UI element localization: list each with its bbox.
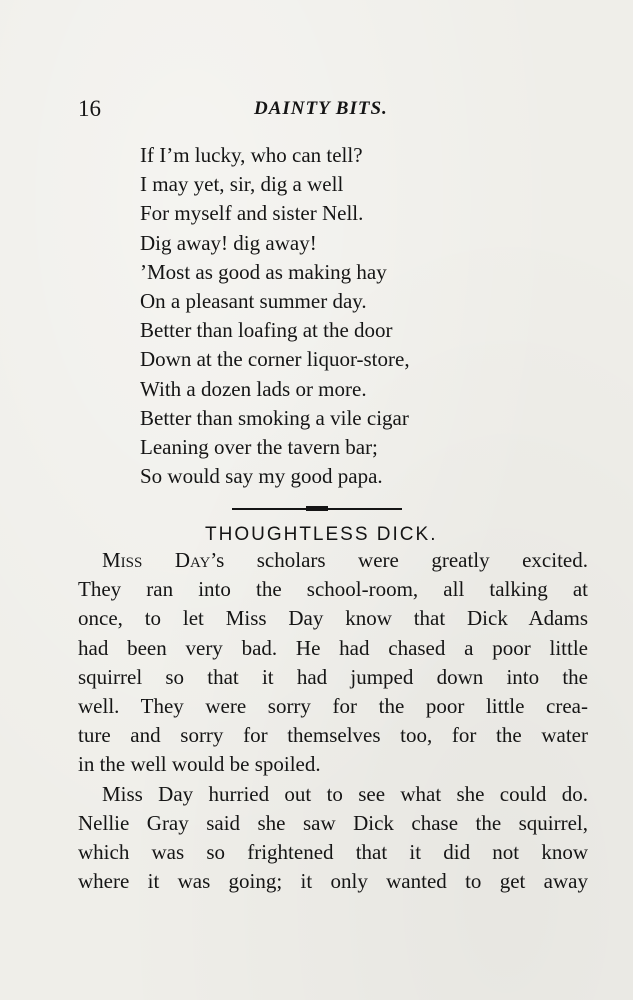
section-title: THOUGHTLESS DICK.	[205, 524, 438, 545]
prose-line: Nellie Gray said she saw Dick chase the squirrel,	[78, 810, 588, 835]
poem-line: With a dozen lads or more.	[140, 376, 367, 401]
page-number: 16	[78, 96, 101, 121]
poem-line: Better than smoking a vile cigar	[140, 405, 409, 430]
prose-line	[78, 546, 588, 575]
poem-line: Down at the corner liquor-store,	[140, 347, 410, 372]
prose-line: once, to let Miss Day know that Dick Adams	[78, 606, 588, 631]
poem	[140, 141, 530, 491]
divider-ornament	[306, 506, 328, 511]
running-title: DAINTY BITS.	[254, 98, 388, 119]
poem-line: Better than loafing at the door	[140, 318, 393, 343]
poem-line: Leaning over the tavern bar;	[140, 435, 378, 460]
page-header	[78, 95, 558, 125]
poem-line: I may yet, sir, dig a well	[140, 172, 344, 197]
prose-body	[78, 546, 588, 896]
prose-line: Miss Day hurried out to see what she could do.	[102, 781, 588, 806]
prose-line: well. They were sorry for the poor little crea-	[78, 694, 588, 719]
prose-line: squirrel so that it had jumped down into the	[78, 664, 588, 689]
poem-line: So would say my good papa.	[140, 464, 383, 489]
section-divider	[232, 505, 402, 512]
prose-line: in the well would be spoiled.	[78, 752, 321, 777]
miss-day-smallcaps: Miss Day	[102, 548, 211, 572]
poem-line: ’Most as good as making hay	[140, 259, 387, 284]
prose-line: where it was going; it only wanted to get away	[78, 869, 588, 894]
prose-line: ture and sorry for themselves too, for the water	[78, 723, 588, 748]
poem-line: On a pleasant summer day.	[140, 289, 367, 314]
prose-line: They ran into the school-room, all talking at	[78, 577, 588, 602]
poem-line: For myself and sister Nell.	[140, 201, 364, 226]
poem-line: Dig away! dig away!	[140, 230, 317, 255]
prose-line: which was so frightened that it did not know	[78, 840, 588, 865]
prose-line-rest: ’s scholars were greatly excited.	[210, 548, 588, 572]
prose-line: had been very bad. He had chased a poor little	[78, 635, 588, 660]
poem-line: If I’m lucky, who can tell?	[140, 143, 363, 167]
